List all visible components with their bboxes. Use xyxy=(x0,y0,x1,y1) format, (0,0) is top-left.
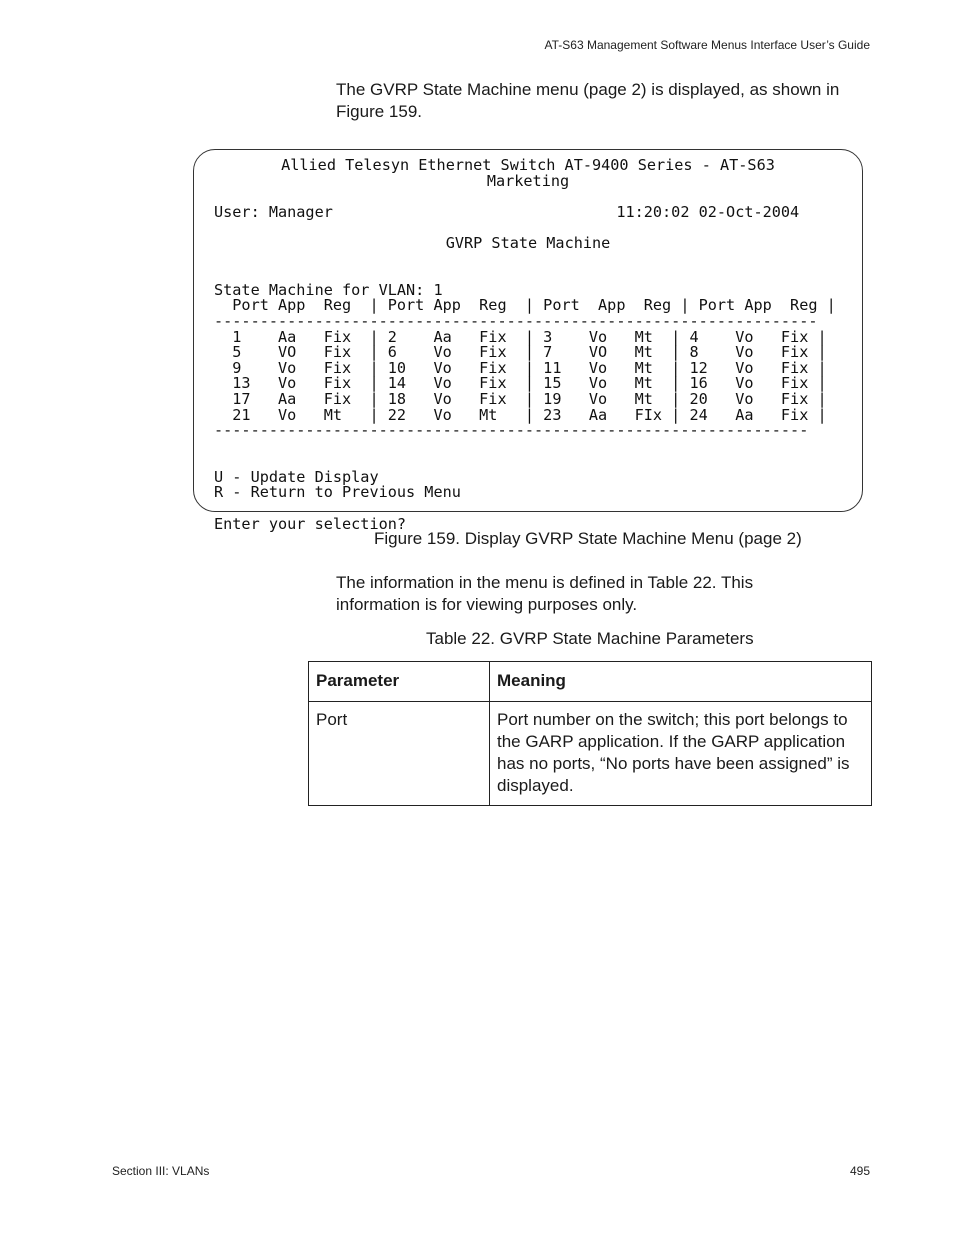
terminal-prompt: Enter your selection? xyxy=(214,514,407,533)
table-caption: Table 22. GVRP State Machine Parameters xyxy=(426,629,754,648)
terminal-row: 1 Aa Fix | 2 Aa Fix | 3 Vo Mt | 4 Vo Fix | xyxy=(214,327,827,346)
terminal-menu-title: GVRP State Machine xyxy=(445,233,611,252)
figure-caption: Figure 159. Display GVRP State Machine Menu (page 2) xyxy=(374,529,802,548)
footer-page-number: 495 xyxy=(849,1164,870,1178)
terminal-row: 5 VO Fix | 6 Vo Fix | 7 VO Mt | 8 Vo Fix | xyxy=(214,343,827,362)
table-header-row xyxy=(309,662,872,702)
terminal-banner-line2: Marketing xyxy=(486,171,570,190)
terminal-vlan-line: State Machine for VLAN: 1 xyxy=(214,280,443,299)
terminal-option-update: U - Update Display xyxy=(214,467,379,486)
terminal-row: 17 Aa Fix | 18 Vo Fix | 19 Vo Mt | 20 Vo Fix | xyxy=(214,389,827,408)
table-row xyxy=(309,702,872,806)
terminal-rule: ----------------------------------------------------------------- xyxy=(214,421,809,440)
terminal-row: 9 Vo Fix | 10 Vo Fix | 11 Vo Mt | 12 Vo Fix | xyxy=(214,358,827,377)
terminal-screen-figure xyxy=(193,149,863,533)
cell-meaning: Port number on the switch; this port belongs to the GARP application. If the GARP application has no ports, “No ports have been assigned” is displayed. xyxy=(490,702,872,806)
terminal-rule: ------------------------------------------------------------------ xyxy=(214,311,818,330)
terminal-banner-line1: Allied Telesyn Ethernet Switch AT-9400 Series - AT-S63 xyxy=(281,156,775,174)
terminal-row: 13 Vo Fix | 14 Vo Fix | 15 Vo Mt | 16 Vo Fix | xyxy=(214,374,827,393)
footer-section: Section III: VLANs xyxy=(112,1164,210,1178)
cell-parameter: Port xyxy=(309,702,490,806)
body-paragraph: The information in the menu is defined in Table 22. This information is for viewing purposes only. xyxy=(336,573,754,614)
terminal-row: 21 Vo Mt | 22 Vo Mt | 23 Aa FIx | 24 Aa Fix | xyxy=(214,405,827,424)
terminal-text xyxy=(214,158,842,532)
intro-paragraph: The GVRP State Machine menu (page 2) is displayed, as shown in Figure 159. xyxy=(336,80,840,121)
terminal-option-return: R - Return to Previous Menu xyxy=(214,483,461,502)
terminal-table-header: Port App Reg | Port App Reg | Port App Reg | Port App Reg | xyxy=(214,296,836,315)
header-parameter: Parameter xyxy=(309,662,490,702)
header-meaning: Meaning xyxy=(490,662,872,702)
parameters-table xyxy=(308,661,872,806)
running-header: AT-S63 Management Software Menus Interface User’s Guide xyxy=(544,38,870,52)
terminal-user-line: User: Manager 11:20:02 02-Oct-2004 xyxy=(214,202,800,221)
